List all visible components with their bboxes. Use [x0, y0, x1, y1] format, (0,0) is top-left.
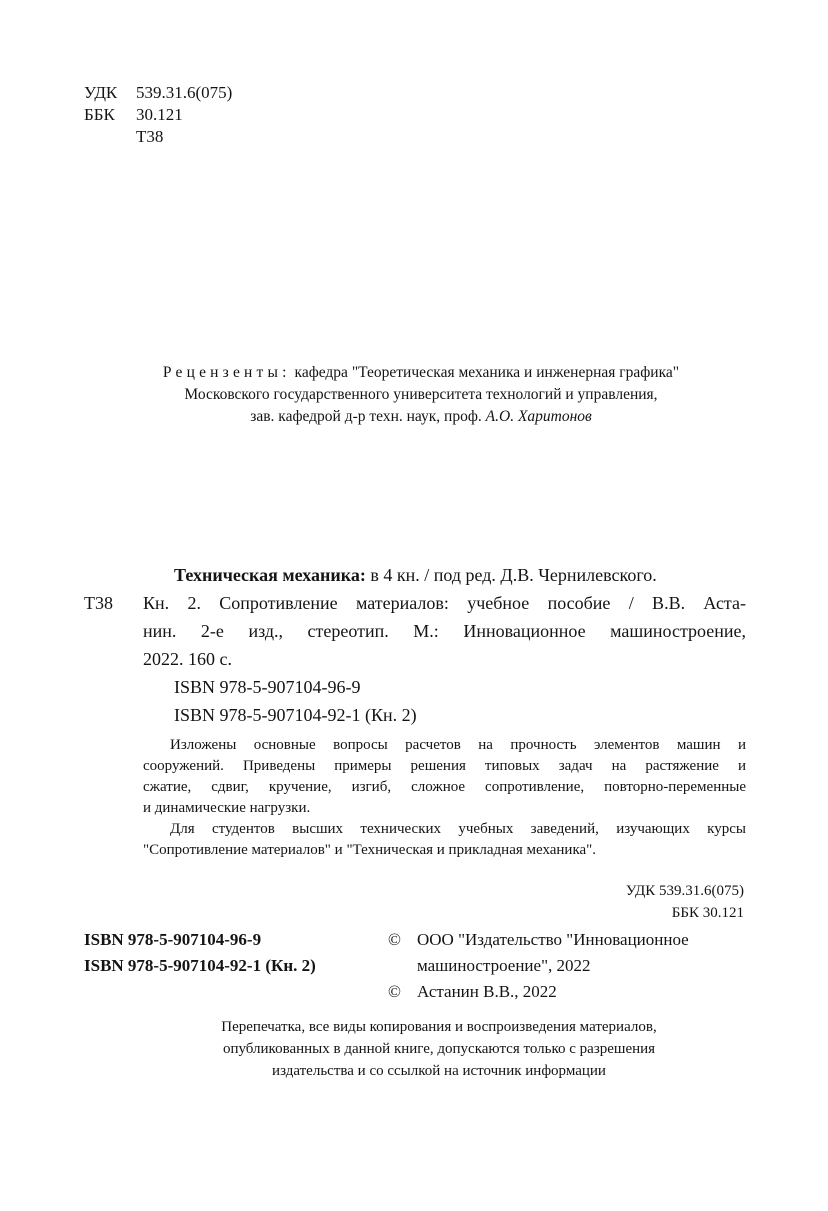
isbn-bold-2: ISBN 978-5-907104-92-1 (Кн. 2) — [84, 956, 316, 975]
bib-line-4-text: 2022. 160 с. — [143, 649, 232, 669]
notice-line-3: издательства и со ссылкой на источник информации — [272, 1063, 606, 1079]
author-sign: Т38 — [136, 127, 164, 146]
udk-label: УДК — [84, 83, 118, 102]
isbn-1: ISBN 978-5-907104-96-9 — [174, 677, 361, 697]
annotation-line-4: и динамические нагрузки. — [143, 800, 311, 816]
udk-row — [84, 82, 232, 104]
notice-line-1: Перепечатка, все виды копирования и воспроизведения материалов, — [221, 1019, 657, 1035]
annotation-line-6: "Сопротивление материалов" и "Техническая и прикладная механика". — [143, 842, 597, 858]
reprint-notice — [100, 1016, 778, 1082]
bib-code: Т38 — [84, 593, 113, 613]
bib-line-1-rest: в 4 кн. / под ред. Д.В. Чернилевского. — [370, 565, 657, 585]
isbn-bold-block — [84, 927, 316, 979]
bib-line-3-text: нин. 2-е изд., стереотип. М.: Инновационное машиностроение, — [143, 621, 746, 641]
bib-isbn-2 — [84, 701, 746, 729]
bibliographic-entry — [84, 561, 746, 729]
reviewers-line-1 — [60, 362, 782, 384]
copyright-publisher-cont — [388, 953, 748, 979]
copyright-author-text: Астанин В.В., 2022 — [417, 982, 557, 1001]
reviewers-line-2: Московского государственного университета технологий и управления, — [184, 386, 658, 403]
copyright-publisher — [388, 927, 748, 953]
reviewers-department: кафедра "Теоретическая механика и инженерная графика" — [294, 364, 680, 381]
copyright-author — [388, 979, 748, 1005]
publisher-line-2: машиностроение", 2022 — [417, 956, 591, 975]
author-sign-row — [84, 126, 232, 148]
book-title: Техническая механика: — [174, 565, 366, 585]
bib-line-3 — [84, 617, 746, 645]
annotation — [143, 735, 746, 861]
udk-value: 539.31.6(075) — [136, 83, 233, 102]
bib-line-1 — [84, 561, 746, 589]
copyright-block — [388, 927, 748, 1005]
annotation-line-1: Изложены основные вопросы расчетов на прочность элементов машин и — [170, 737, 746, 753]
reviewers-label: Рецензенты: — [162, 364, 291, 381]
annotation-line-2: сооружений. Приведены примеры решения типовых задач на растяжение и — [143, 758, 746, 774]
bib-isbn-1 — [84, 673, 746, 701]
bib-line-2-text: Кн. 2. Сопротивление материалов: учебное пособие / В.В. Аста- — [143, 593, 746, 613]
classification-block — [84, 82, 232, 148]
bbk-row — [84, 104, 232, 126]
publisher-line-1: ООО "Издательство "Инновационное — [417, 930, 689, 949]
bbk-value: 30.121 — [136, 105, 183, 124]
isbn-bold-1: ISBN 978-5-907104-96-9 — [84, 930, 262, 949]
reviewer-title: зав. кафедрой д-р техн. наук, проф. — [250, 408, 482, 425]
annotation-line-3: сжатие, сдвиг, кручение, изгиб, сложное сопротивление, повторно-переменные — [143, 779, 746, 795]
bib-line-2 — [84, 589, 746, 617]
reviewers-block — [60, 362, 782, 428]
annotation-line-5: Для студентов высших технических учебных заведений, изучающих курсы — [170, 821, 746, 837]
bbk-label: ББК — [84, 105, 115, 124]
udk-bbk-right — [626, 880, 744, 924]
copyright-icon: © — [388, 930, 401, 949]
notice-line-2: опубликованных в данной книге, допускаются только с разрешения — [222, 1041, 656, 1057]
isbn-2: ISBN 978-5-907104-92-1 (Кн. 2) — [174, 705, 417, 725]
bbk-right-line: ББК 30.121 — [671, 905, 744, 921]
bib-line-4 — [84, 645, 746, 673]
udk-right-line: УДК 539.31.6(075) — [625, 883, 744, 899]
reviewer-name: А.О. Харитонов — [485, 408, 592, 425]
copyright-icon: © — [388, 982, 401, 1001]
reviewers-line-3 — [60, 406, 782, 428]
